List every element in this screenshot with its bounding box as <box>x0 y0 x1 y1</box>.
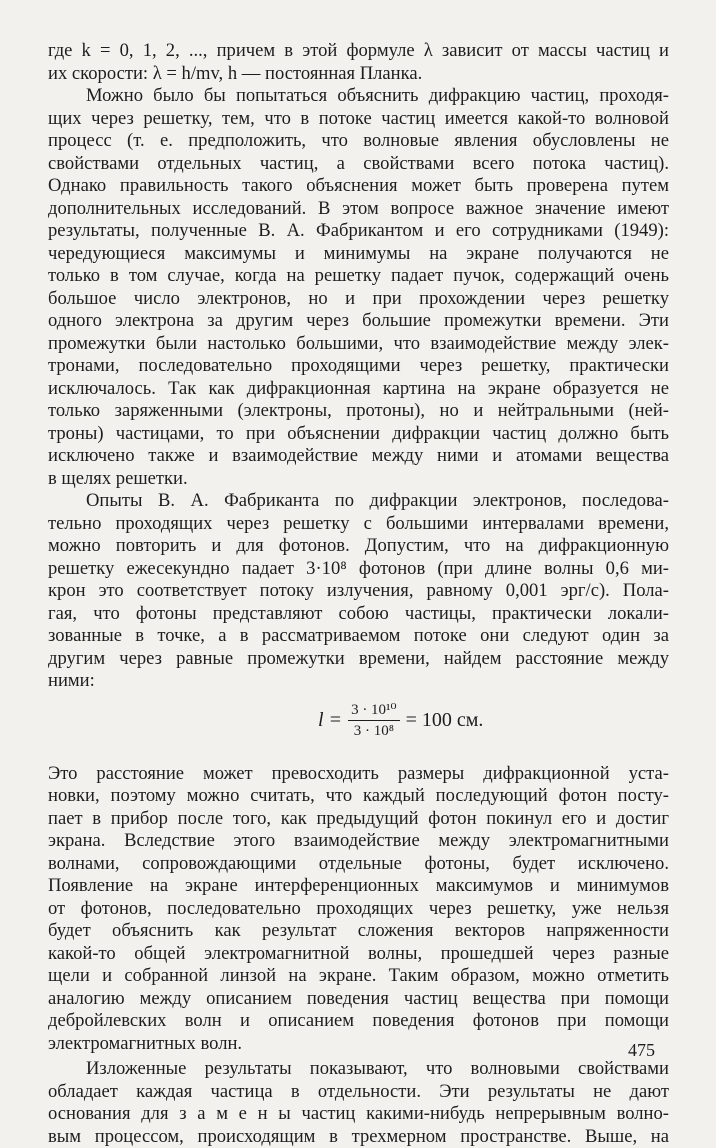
text-line: от фотонов, последовательно проходящих через решетку, уже нельзя <box>48 898 669 921</box>
text-line: гая, что фотоны представляют собою частицы, практически локали- <box>48 603 669 626</box>
equation <box>318 701 483 740</box>
text-line: Можно было бы попытаться объяснить дифракцию частиц, проходя- <box>48 85 669 108</box>
text-line: Появление на экране интерференционных максимумов и минимумов <box>48 875 669 898</box>
text-line: троны) частицами, то при объяснении дифракции частиц должно быть <box>48 423 669 446</box>
text-line: будет объяснить как результат сложения векторов напряженности <box>48 920 669 943</box>
text-line: результаты, полученные В. А. Фабрикантом и его сотрудниками (1949): <box>48 220 669 243</box>
paragraph-photon-distance <box>48 763 669 1056</box>
text-line: обладает каждая частица в отдельности. Эти результаты не дают <box>48 1081 669 1104</box>
text-line: большое число электронов, но и при прохождении через решетку <box>48 288 669 311</box>
text-line: дополнительных исследований. В этом вопросе важное значение имеют <box>48 198 669 221</box>
paragraph-continuation <box>48 40 669 85</box>
text-line: чередующиеся максимумы и минимумы на экране получаются не <box>48 243 669 266</box>
text-line: исключалось. Так как дифракционная картина на экране образуется не <box>48 378 669 401</box>
text-line: пает в прибор после того, как предыдущий фотон покинул его и достиг <box>48 808 669 831</box>
text-line: дебройлевских волн и описанием поведения фотонов при помощи <box>48 1010 669 1033</box>
fraction <box>348 701 400 740</box>
text-line-italic: одного электрона за другим через большие промежутки времени. Эти <box>48 310 669 333</box>
text-line: крон это соответствует потоку излучения, равному 0,001 эрг/с). Пола- <box>48 580 669 603</box>
text-line: ними: <box>48 670 669 693</box>
text-line: основания для з а м е н ы частиц какими-нибудь непрерывным волно- <box>48 1103 669 1126</box>
text-line: промежутки были настолько большими, что взаимодействие между элек- <box>48 333 669 356</box>
text-line: процесс (т. е. предположить, что волновые явления обусловлены не <box>48 130 669 153</box>
text-line: волнами, сопровождающими отдельные фотоны, будет исключено. <box>48 853 669 876</box>
page-number: 475 <box>628 1040 655 1061</box>
text-line: только заряженными (электроны, протоны), но и нейтральными (ней- <box>48 400 669 423</box>
text-line: Опыты В. А. Фабриканта по дифракции электронов, последова- <box>48 490 669 513</box>
text-line: исключено также и взаимодействие между ними и атомами вещества <box>48 445 669 468</box>
text-line: тронами, последовательно проходящими через решетку, практически <box>48 355 669 378</box>
text-line: только в том случае, когда на решетку падает пучок, содержащий очень <box>48 265 669 288</box>
text-line: щели и собранной линзой на экране. Таким образом, можно отметить <box>48 965 669 988</box>
text-line: новки, поэтому можно считать, что каждый последующий фотон посту- <box>48 785 669 808</box>
text-line: электромагнитных волн. <box>48 1033 669 1056</box>
text-line: решетку ежесекундно падает 3·10⁸ фотонов (при длине волны 0,6 ми- <box>48 558 669 581</box>
text-line: можно повторить и для фотонов. Допустим, что на дифракционную <box>48 535 669 558</box>
distance-formula <box>48 693 669 763</box>
fraction-numerator: 3 · 10¹⁰ <box>348 701 400 721</box>
paragraph-conclusion <box>48 1058 669 1148</box>
text-line: вым процессом, происходящим в трехмерном пространстве. Выше, на <box>48 1126 669 1148</box>
text-line: их скорости: λ = h/mv, h — постоянная Планка. <box>48 63 669 86</box>
text-line: зованные в точке, а в рассматриваемом потоке они следуют один за <box>48 625 669 648</box>
text-line: Изложенные результаты показывают, что волновыми свойствами <box>48 1058 669 1081</box>
fraction-denominator: 3 · 10⁸ <box>351 721 397 740</box>
text-line: аналогию между описанием поведения частиц вещества при помощи <box>48 988 669 1011</box>
text-line: в щелях решетки. <box>48 468 669 491</box>
formula-rhs: = 100 см. <box>406 709 484 732</box>
text-line: свойствами отдельных частиц, а свойствами всего потока частиц). <box>48 153 669 176</box>
text-line: щих через решетку, тем, что в потоке частиц имеется какой-то волновой <box>48 108 669 131</box>
body-text <box>48 40 669 1148</box>
paragraph-fabrikant-experiments <box>48 490 669 693</box>
text-line: Это расстояние может превосходить размеры дифракционной уста- <box>48 763 669 786</box>
text-line: где k = 0, 1, 2, ..., причем в этой формуле λ зависит от массы частиц и <box>48 40 669 63</box>
text-line: другим через равные промежутки времени, найдем расстояние между <box>48 648 669 671</box>
text-line: Однако правильность такого объяснения может быть проверена путем <box>48 175 669 198</box>
text-line: экрана. Вследствие этого взаимодействие между электромагнитными <box>48 830 669 853</box>
text-line: тельно проходящих через решетку с большими интервалами времени, <box>48 513 669 536</box>
formula-lhs: l = <box>318 709 342 732</box>
paragraph-diffraction-explanation <box>48 85 669 490</box>
text-line: какой-то общей электромагнитной волны, прошедшей через разные <box>48 943 669 966</box>
